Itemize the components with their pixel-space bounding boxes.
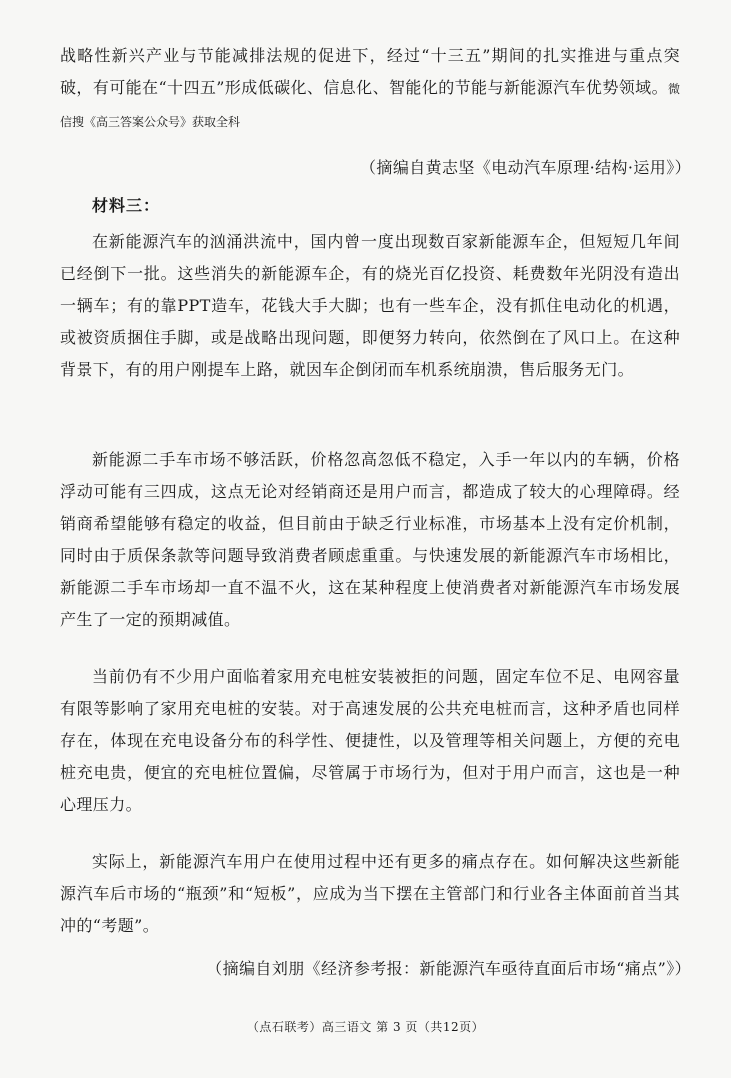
intro-paragraph	[60, 40, 680, 138]
page-footer: （点石联考）高三语文 第 3 页（共12页）	[246, 1020, 485, 1034]
material-3-heading: 材料三：	[92, 196, 161, 215]
paragraph-4: 实际上，新能源汽车用户在使用过程中还有更多的痛点存在。如何解决这些新能源汽车后市场的“瓶颈”和“短板”，应成为当下摆在主管部门和行业各主体面前首当其冲的“考题”。	[60, 852, 680, 935]
intro-text: 战略性新兴产业与节能减排法规的促进下，经过“十三五”期间的扎实推进与重点突破，有可能在“十四五”形成低碳化、信息化、智能化的节能与新能源汽车优势领域。	[60, 46, 680, 97]
paragraph-3: 当前仍有不少用户面临着家用充电桩安装被拒的问题，固定车位不足、电网容量有限等影响了家用充电桩的安装。对于高速发展的公共充电桩而言，这种矛盾也同样存在，体现在充电设备分布的科学性、便捷性，以及管理等相关问题上，方便的充电桩充电贵，便宜的充电桩位置偏，尽管属于市场行为，但对于用户而言，这也是一种心理压力。	[60, 667, 680, 814]
paragraph-1: 在新能源汽车的汹涌洪流中，国内曾一度出现数百家新能源车企，但短短几年间已经倒下一批。这些消失的新能源车企，有的烧光百亿投资、耗费数年光阴没有造出一辆车；有的靠PPT造车，花钱大手大脚；也有一些车企，没有抓住电动化的机遇，或被资质捆住手脚，或是战略出现问题，即便努力转向，依然倒在了风口上。在这种背景下，有的用户刚提车上路，就因车企倒闭而车机系统崩溃，售后服务无门。	[60, 232, 680, 379]
paragraph-2: 新能源二手车市场不够活跃，价格忽高忽低不稳定，入手一年以内的车辆，价格浮动可能有三四成，这点无论对经销商还是用户而言，都造成了较大的心理障碍。经销商希望能够有稳定的收益，但目前由于缺乏行业标准，市场基本上没有定价机制，同时由于质保条款等问题导致消费者顾虑重重。与快速发展的新能源汽车市场相比，新能源二手车市场却一直不温不火，这在某种程度上使消费者对新能源汽车市场发展产生了一定的预期减值。	[60, 450, 680, 629]
source-citation-1: （摘编自黄志坚《电动汽车原理·结构·运用》）	[360, 158, 691, 177]
wechat-note: 微信搜《高三答案公众号》获取全科	[60, 82, 680, 129]
source-citation-2: （摘编自刘朋《经济参考报：新能源汽车亟待直面后市场“痛点”》）	[206, 959, 691, 978]
